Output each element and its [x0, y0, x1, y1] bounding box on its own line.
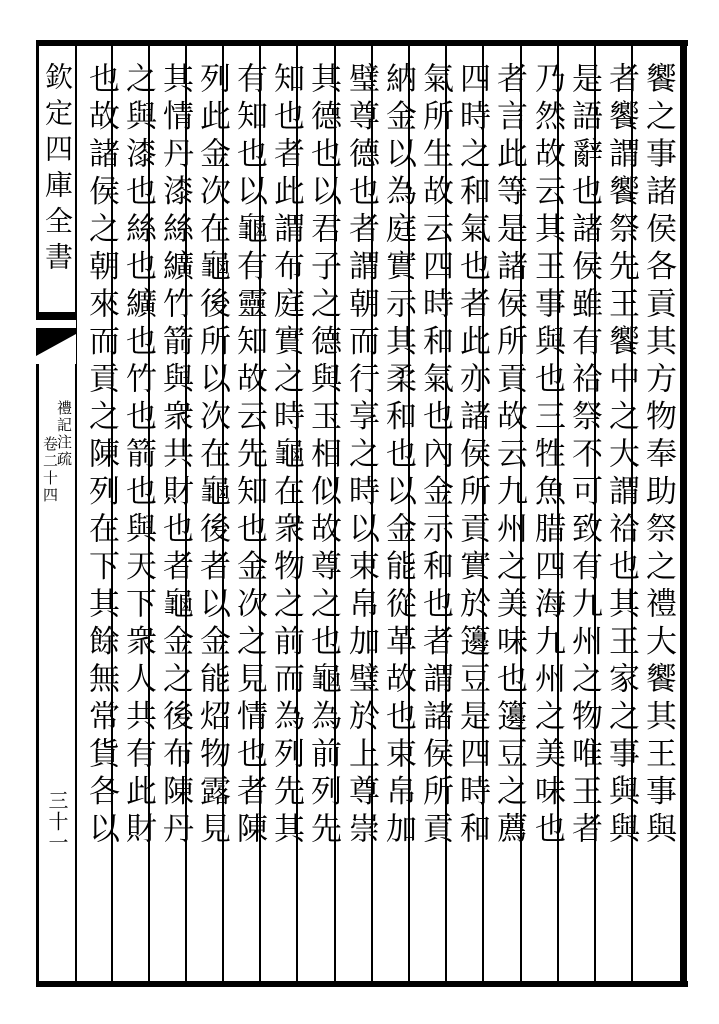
text-column-1: 饗之事諸侯各貢其方物奉助祭之禮大饗其王事與	[640, 62, 676, 850]
text-column-16: 也故諸侯之朝來而貢之陳列在下其餘無常貨各以	[83, 62, 119, 850]
text-column-8: 納金以為庭實示其柔和也以金能從革故也束帛加	[380, 62, 416, 850]
text-column-12: 有知也以龜有靈知故云先知也金次之見情也者陳	[231, 62, 267, 850]
margin-book-title: 禮記注疏	[55, 400, 73, 468]
margin-collection-title: 欽定四庫全書	[41, 62, 74, 278]
margin-juan: 卷二十四	[41, 436, 59, 504]
fish-tail-ornament	[36, 312, 76, 364]
margin-book-label	[42, 400, 74, 600]
text-column-15: 之與漆也絲也纊也竹也箭也與天下衆人共有此財	[120, 62, 156, 850]
text-column-6: 四時之和氣也者此亦諸侯所貢實於籩豆是四時和	[454, 62, 490, 850]
frame-left-border	[36, 46, 39, 981]
text-column-5: 者言此等是諸侯所貢故云九州之美味也籩豆之薦	[491, 62, 527, 850]
text-column-2: 者饗謂饗祭先王饗中之大謂祫也其王家之事與與	[603, 62, 639, 850]
margin-rule	[75, 46, 77, 981]
margin-page-number: 三十一	[45, 790, 69, 853]
text-column-14: 其情丹漆絲纊竹箭與衆共財也者龜金之後布陳丹	[157, 62, 193, 850]
frame-top-border	[36, 40, 688, 46]
frame-right-border	[680, 40, 687, 987]
text-column-9: 璧尊德也者謂朝而行享之時以束帛加璧於上尊崇	[343, 62, 379, 850]
text-column-10: 其德也以君子之德與玉相似故尊之也龜為前列先	[305, 62, 341, 850]
frame-bottom-border	[36, 981, 688, 987]
text-column-13: 列此金次在龜後所以次在龜後者以金能炤物露見	[194, 62, 230, 850]
text-column-3: 是語辭也諸侯雖有祫祭不可致有九州之物唯王者	[566, 62, 602, 850]
text-column-4: 乃然故云其王事與也三牲魚腊四海九州之美味也	[529, 62, 565, 850]
text-column-11: 知也者此謂布庭實之時龜在衆物之前而為列先其	[268, 62, 304, 850]
text-column-7: 氣所生故云四時和氣也內金示和也者謂諸侯所貢	[417, 62, 453, 850]
